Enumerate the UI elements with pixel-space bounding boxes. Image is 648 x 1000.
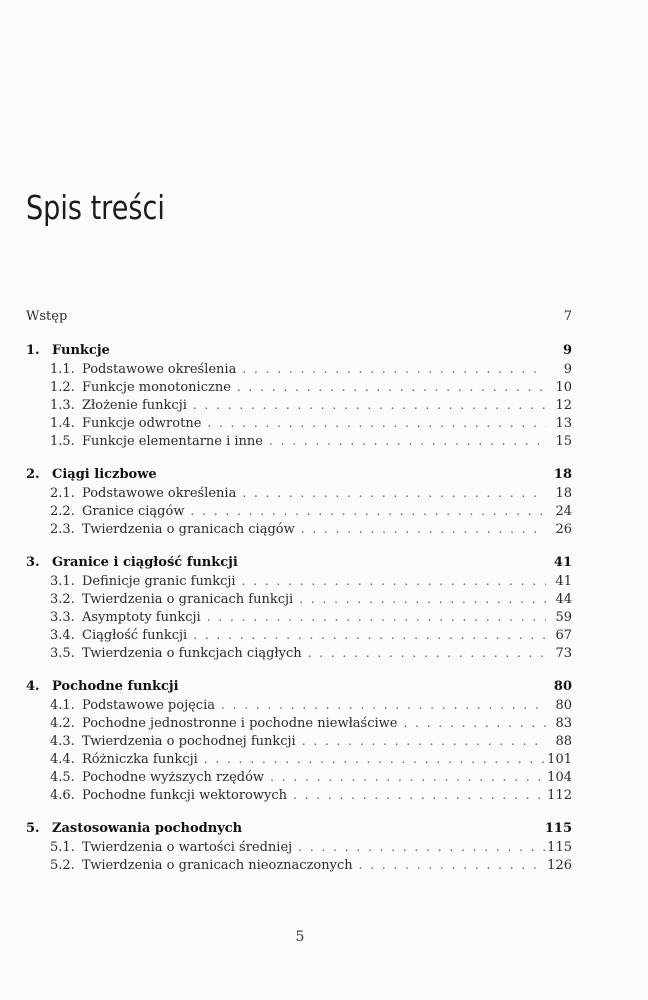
section-page: 26 [555, 522, 572, 537]
dot-leader [184, 502, 546, 520]
chapter-title: Pochodne funkcji [52, 679, 179, 694]
section-number: 3.1. [50, 574, 75, 589]
toc-section-entry[interactable] [26, 856, 572, 874]
dot-leader [398, 714, 547, 732]
toc-section-entry[interactable] [26, 396, 572, 414]
toc-section-entry[interactable] [26, 838, 572, 856]
dot-leader [302, 644, 546, 662]
chapter-title: Zastosowania pochodnych [52, 821, 243, 836]
section-number: 4.5. [50, 770, 75, 785]
dot-leader [263, 432, 546, 450]
section-page: 67 [555, 628, 572, 643]
dot-leader [187, 396, 546, 414]
section-number: 3.5. [50, 646, 75, 661]
toc-chapter-4 [26, 678, 572, 804]
chapter-title: Granice i ciągłość funkcji [52, 555, 238, 570]
section-number: 3.3. [50, 610, 75, 625]
toc-chapter-entry[interactable] [26, 554, 572, 572]
section-number: 2.2. [50, 504, 75, 519]
section-page: 59 [555, 610, 572, 625]
section-page: 73 [555, 646, 572, 661]
dot-leader [236, 572, 546, 590]
section-title: Różniczka funkcji [82, 752, 198, 767]
toc-chapter-entry[interactable] [26, 820, 572, 838]
page-number: 5 [295, 929, 305, 945]
chapter-page: 80 [553, 679, 572, 694]
page-title: Spis treści [26, 188, 165, 227]
section-title: Ciągłość funkcji [82, 628, 188, 643]
dot-leader [236, 484, 546, 502]
section-page: 101 [547, 752, 572, 767]
toc-section-entry[interactable] [26, 696, 572, 714]
chapter-number: 2. [26, 467, 40, 482]
section-page: 15 [555, 434, 572, 449]
toc-chapter-entry[interactable] [26, 678, 572, 696]
section-number: 4.6. [50, 788, 75, 803]
dot-leader [201, 608, 546, 626]
toc-section-entry[interactable] [26, 432, 572, 450]
dot-leader [187, 626, 546, 644]
section-page: 104 [547, 770, 572, 785]
chapter-title: Funkcje [52, 343, 110, 358]
section-title: Podstawowe określenia [82, 486, 237, 501]
toc-chapter-5 [26, 820, 572, 874]
section-number: 1.5. [50, 434, 75, 449]
section-number: 1.4. [50, 416, 75, 431]
toc-chapter-entry[interactable] [26, 466, 572, 484]
dot-leader [353, 856, 546, 874]
toc-chapter-2 [26, 466, 572, 538]
section-title: Twierdzenia o granicach funkcji [82, 592, 294, 607]
section-page: 80 [555, 698, 572, 713]
section-number: 3.4. [50, 628, 75, 643]
dot-leader [293, 590, 546, 608]
toc-intro-label: Wstęp [26, 309, 68, 324]
toc-intro-entry[interactable] [26, 308, 572, 326]
section-page: 10 [555, 380, 572, 395]
section-title: Funkcje monotoniczne [82, 380, 231, 395]
section-number: 4.4. [50, 752, 75, 767]
section-number: 1.1. [50, 362, 75, 377]
toc-section-entry[interactable] [26, 608, 572, 626]
toc-chapter-3 [26, 554, 572, 662]
toc-section-entry[interactable] [26, 786, 572, 804]
toc-section-entry[interactable] [26, 360, 572, 378]
section-title: Pochodne wyższych rzędów [82, 770, 265, 785]
section-title: Funkcje elementarne i inne [82, 434, 263, 449]
chapter-number: 5. [26, 821, 40, 836]
section-title: Podstawowe określenia [82, 362, 237, 377]
chapter-page: 18 [553, 467, 572, 482]
section-page: 44 [555, 592, 572, 607]
toc-section-entry[interactable] [26, 572, 572, 590]
toc-section-entry[interactable] [26, 502, 572, 520]
section-title: Funkcje odwrotne [82, 416, 202, 431]
dot-leader [296, 732, 546, 750]
section-title: Twierdzenia o pochodnej funkcji [82, 734, 296, 749]
toc-section-entry[interactable] [26, 414, 572, 432]
section-page: 12 [555, 398, 572, 413]
section-number: 3.2. [50, 592, 75, 607]
dot-leader [295, 520, 546, 538]
section-number: 5.2. [50, 858, 75, 873]
section-page: 112 [547, 788, 572, 803]
toc-section-entry[interactable] [26, 644, 572, 662]
toc-section-entry[interactable] [26, 378, 572, 396]
toc-section-entry[interactable] [26, 626, 572, 644]
section-number: 4.2. [50, 716, 75, 731]
dot-leader [215, 696, 546, 714]
dot-leader [236, 360, 546, 378]
dot-leader [231, 378, 546, 396]
toc-intro-page: 7 [563, 309, 572, 324]
toc-section-entry[interactable] [26, 590, 572, 608]
section-title: Asymptoty funkcji [82, 610, 201, 625]
section-title: Złożenie funkcji [82, 398, 187, 413]
section-page: 9 [563, 362, 572, 377]
section-page: 18 [555, 486, 572, 501]
section-page: 126 [547, 858, 572, 873]
section-title: Pochodne jednostronne i pochodne niewłaściwe [82, 716, 398, 731]
chapter-number: 3. [26, 555, 40, 570]
section-title: Twierdzenia o wartości średniej [82, 840, 293, 855]
section-title: Definicje granic funkcji [82, 574, 236, 589]
chapter-title: Ciągi liczbowe [52, 467, 157, 482]
section-title: Granice ciągów [82, 504, 185, 519]
dot-leader [198, 750, 546, 768]
chapter-number: 1. [26, 343, 40, 358]
dot-leader [292, 838, 546, 856]
section-title: Twierdzenia o granicach nieoznaczonych [82, 858, 353, 873]
section-page: 83 [555, 716, 572, 731]
section-number: 2.1. [50, 486, 75, 501]
section-page: 13 [555, 416, 572, 431]
section-page: 24 [555, 504, 572, 519]
toc-chapter-1 [26, 342, 572, 450]
section-title: Podstawowe pojęcia [82, 698, 215, 713]
section-page: 88 [555, 734, 572, 749]
section-number: 4.3. [50, 734, 75, 749]
section-title: Twierdzenia o granicach ciągów [82, 522, 295, 537]
chapter-page: 9 [562, 343, 572, 358]
table-of-contents [26, 308, 572, 890]
section-number: 1.2. [50, 380, 75, 395]
section-page: 41 [555, 574, 572, 589]
chapter-page: 41 [553, 555, 572, 570]
toc-section-entry[interactable] [26, 768, 572, 786]
section-number: 4.1. [50, 698, 75, 713]
toc-section-entry[interactable] [26, 520, 572, 538]
toc-section-entry[interactable] [26, 714, 572, 732]
toc-chapter-entry[interactable] [26, 342, 572, 360]
section-title: Twierdzenia o funkcjach ciągłych [82, 646, 302, 661]
section-number: 1.3. [50, 398, 75, 413]
dot-leader [287, 786, 546, 804]
section-number: 5.1. [50, 840, 75, 855]
toc-section-entry[interactable] [26, 750, 572, 768]
chapter-number: 4. [26, 679, 40, 694]
chapter-page: 115 [544, 821, 572, 836]
dot-leader [264, 768, 546, 786]
toc-section-entry[interactable] [26, 484, 572, 502]
dot-leader [201, 414, 546, 432]
section-title: Pochodne funkcji wektorowych [82, 788, 287, 803]
section-number: 2.3. [50, 522, 75, 537]
section-page: 115 [547, 840, 572, 855]
toc-section-entry[interactable] [26, 732, 572, 750]
